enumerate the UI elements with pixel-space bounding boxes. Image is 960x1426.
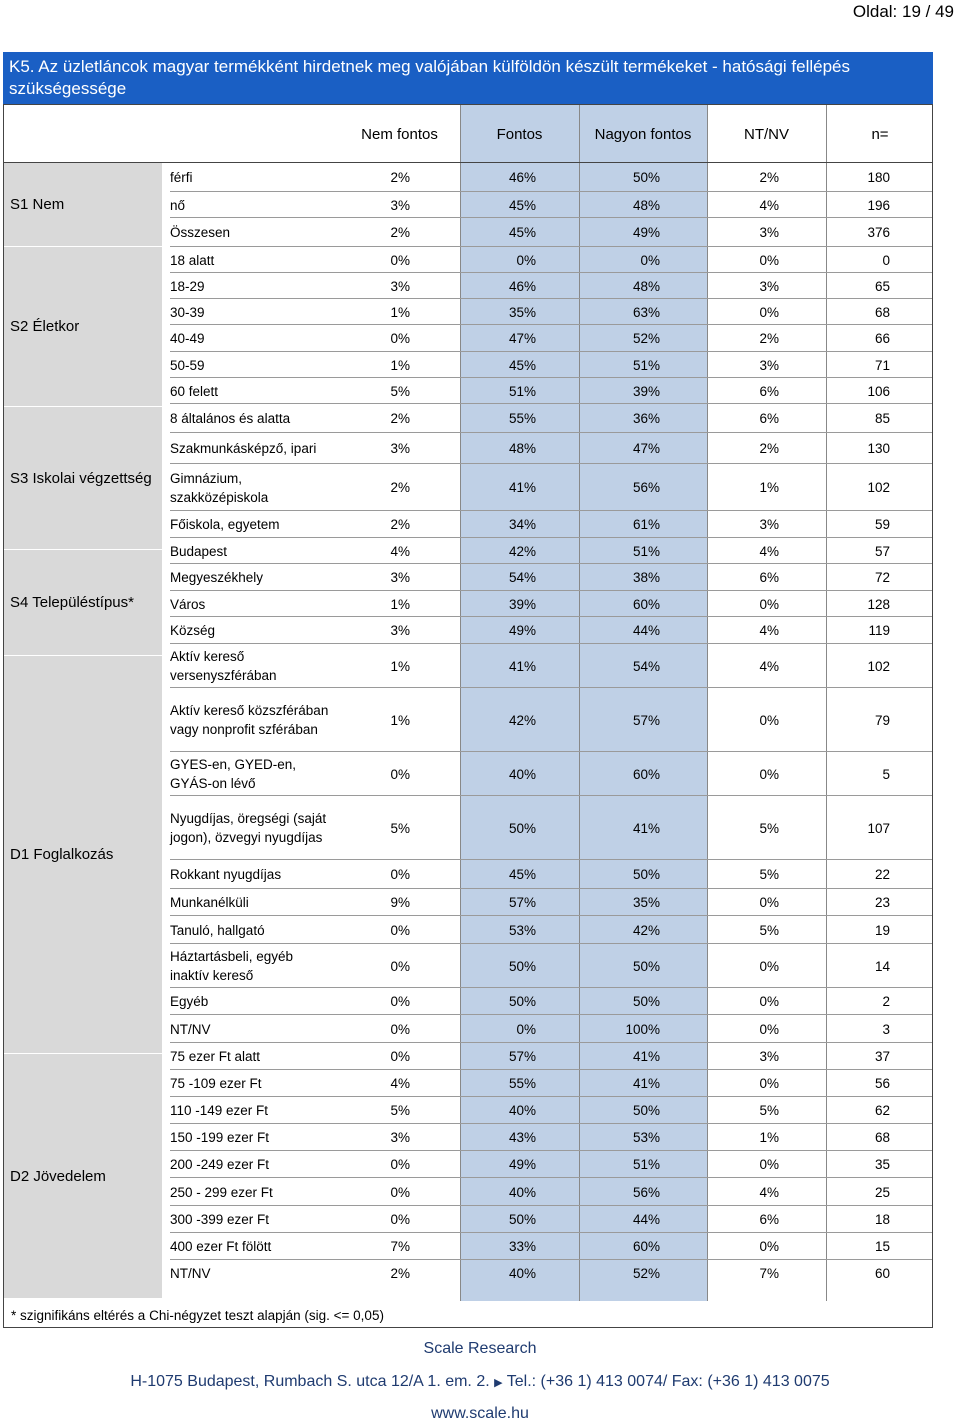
header-n: n= bbox=[871, 125, 889, 143]
cell-value: 9% bbox=[390, 895, 410, 910]
cell-value: 180 bbox=[867, 170, 890, 185]
cell-value: 57% bbox=[508, 1049, 536, 1064]
row-label: 50-59 bbox=[170, 357, 205, 373]
cell-value: 56 bbox=[874, 1076, 890, 1091]
table-row bbox=[170, 1151, 932, 1178]
table-row bbox=[170, 378, 932, 404]
table-row bbox=[170, 1124, 932, 1151]
cell-value: 3% bbox=[390, 441, 410, 456]
cell-value: 0% bbox=[390, 1049, 410, 1064]
table-row bbox=[170, 617, 932, 644]
cell-value: 50% bbox=[508, 994, 536, 1009]
row-label: nő bbox=[170, 197, 186, 213]
header-nagyon-fontos: Nagyon fontos bbox=[594, 125, 692, 143]
row-label: 30-39 bbox=[170, 304, 205, 320]
cell-value: 50% bbox=[508, 1212, 536, 1227]
table-row bbox=[170, 1070, 932, 1097]
cell-value: 45% bbox=[508, 225, 536, 240]
cell-value: 50% bbox=[508, 820, 536, 836]
cell-value: 22 bbox=[874, 867, 890, 882]
cell-value: 19 bbox=[874, 922, 890, 938]
row-label: Város bbox=[170, 596, 206, 612]
cell-value: 50% bbox=[632, 867, 660, 882]
cell-value: 0% bbox=[390, 1212, 410, 1227]
table-row bbox=[170, 299, 932, 325]
cell-value: 0% bbox=[390, 252, 410, 268]
cell-value: 44% bbox=[632, 623, 660, 638]
cell-value: 50% bbox=[632, 1103, 660, 1118]
cell-value: 1% bbox=[390, 658, 410, 674]
cell-value: 68 bbox=[874, 304, 890, 320]
cell-value: 56% bbox=[632, 1184, 660, 1200]
cell-value: 34% bbox=[508, 517, 536, 532]
cell-value: 3% bbox=[390, 1130, 410, 1145]
row-label: Összesen bbox=[170, 225, 231, 240]
row-label: 110 -149 ezer Ft bbox=[170, 1103, 269, 1118]
cell-value: 42% bbox=[508, 543, 536, 559]
row-label: Megyeszékhely bbox=[170, 570, 264, 585]
cell-value: 3% bbox=[390, 623, 410, 638]
cell-value: 3% bbox=[390, 197, 410, 213]
cell-value: 3% bbox=[759, 225, 779, 240]
cell-value: 7% bbox=[390, 1239, 410, 1254]
cell-value: 5 bbox=[882, 766, 890, 782]
cell-value: 71 bbox=[874, 357, 890, 373]
cell-value: 23 bbox=[874, 895, 890, 910]
cell-value: 59 bbox=[874, 517, 890, 532]
row-label: 18 alatt bbox=[170, 252, 215, 268]
table-row bbox=[170, 352, 932, 378]
row-label: Budapest bbox=[170, 543, 228, 559]
cell-value: 41% bbox=[508, 480, 536, 495]
cell-value: 15 bbox=[874, 1239, 890, 1254]
cell-value: 0% bbox=[759, 1021, 779, 1037]
cell-value: 4% bbox=[759, 658, 779, 674]
row-label: 8 általános és alatta bbox=[170, 411, 291, 426]
cell-value: 68 bbox=[874, 1130, 890, 1145]
cell-value: 2% bbox=[759, 170, 779, 185]
cell-value: 57 bbox=[874, 543, 890, 559]
table-row bbox=[170, 1260, 932, 1286]
cell-value: 6% bbox=[759, 1212, 779, 1227]
row-label: 75 ezer Ft alatt bbox=[170, 1049, 261, 1064]
cell-value: 0% bbox=[516, 1021, 536, 1037]
table-row bbox=[170, 273, 932, 299]
row-label: NT/NV bbox=[170, 1265, 211, 1281]
cell-value: 1% bbox=[759, 1130, 779, 1145]
cell-value: 2% bbox=[390, 1265, 410, 1281]
table-row bbox=[170, 1178, 932, 1206]
cell-value: 5% bbox=[759, 867, 779, 882]
cell-value: 3% bbox=[390, 570, 410, 585]
cell-value: 0% bbox=[640, 252, 660, 268]
cell-value: 4% bbox=[759, 623, 779, 638]
cell-value: 0% bbox=[759, 1239, 779, 1254]
cell-value: 2% bbox=[390, 517, 410, 532]
cell-value: 65 bbox=[874, 278, 890, 294]
cell-value: 44% bbox=[632, 1212, 660, 1227]
cell-value: 40% bbox=[508, 766, 536, 782]
cell-value: 3% bbox=[759, 517, 779, 532]
table-row bbox=[170, 192, 932, 218]
cell-value: 4% bbox=[390, 543, 410, 559]
cell-value: 46% bbox=[508, 170, 536, 185]
footer-address-text: H-1075 Budapest, Rumbach S. utca 12/A 1. em. 2. bbox=[130, 1373, 490, 1390]
cell-value: 2% bbox=[759, 441, 779, 456]
cell-value: 42% bbox=[508, 712, 536, 728]
cell-value: 55% bbox=[508, 411, 536, 426]
row-label: Főiskola, egyetem bbox=[170, 517, 280, 532]
cell-value: 5% bbox=[759, 922, 779, 938]
row-label: 40-49 bbox=[170, 331, 205, 346]
table-row bbox=[170, 1206, 932, 1233]
cell-value: 38% bbox=[632, 570, 660, 585]
cell-value: 0% bbox=[516, 252, 536, 268]
cell-value: 48% bbox=[632, 197, 660, 213]
table-row bbox=[170, 752, 932, 796]
cell-value: 52% bbox=[632, 331, 660, 346]
cell-value: 100% bbox=[625, 1021, 660, 1037]
cell-value: 7% bbox=[759, 1265, 779, 1281]
table-row bbox=[170, 404, 932, 433]
table-row bbox=[170, 163, 932, 192]
arrow-right-icon: ▶ bbox=[494, 1377, 503, 1389]
cell-value: 60% bbox=[632, 766, 660, 782]
cell-value: 50% bbox=[508, 958, 536, 974]
cell-value: 51% bbox=[632, 543, 660, 559]
cell-value: 47% bbox=[508, 331, 536, 346]
row-label: 300 -399 ezer Ft bbox=[170, 1212, 270, 1227]
cell-value: 56% bbox=[632, 480, 660, 495]
table-row bbox=[170, 591, 932, 617]
table-row bbox=[170, 796, 932, 860]
cell-value: 4% bbox=[759, 1184, 779, 1200]
table-row bbox=[170, 644, 932, 688]
cell-value: 40% bbox=[508, 1103, 536, 1118]
cell-value: 57% bbox=[632, 712, 660, 728]
table-row bbox=[170, 988, 932, 1015]
cell-value: 3% bbox=[759, 278, 779, 294]
cell-value: 41% bbox=[632, 820, 660, 836]
cell-value: 55% bbox=[508, 1076, 536, 1091]
cell-value: 43% bbox=[508, 1130, 536, 1145]
data-table bbox=[3, 104, 933, 1328]
cell-value: 6% bbox=[759, 383, 779, 399]
cell-value: 102 bbox=[867, 480, 890, 495]
row-label: Nyugdíjas, öregségi (saját jogon), özvegyi nyugdíjas bbox=[170, 811, 327, 845]
cell-value: 4% bbox=[759, 197, 779, 213]
header-fontos: Fontos bbox=[496, 125, 543, 143]
group-s4-telepulestipus: S4 Településtípus* bbox=[4, 550, 162, 656]
cell-value: 3 bbox=[882, 1021, 890, 1037]
cell-value: 0% bbox=[390, 958, 410, 974]
cell-value: 36% bbox=[632, 411, 660, 426]
cell-value: 48% bbox=[508, 441, 536, 456]
cell-value: 2 bbox=[882, 994, 890, 1009]
cell-value: 3% bbox=[759, 357, 779, 373]
cell-value: 0% bbox=[759, 596, 779, 612]
row-label: Aktív kereső közszférában vagy nonprofit szférában bbox=[170, 703, 329, 737]
cell-value: 51% bbox=[632, 1157, 660, 1172]
cell-value: 57% bbox=[508, 895, 536, 910]
cell-value: 0% bbox=[759, 712, 779, 728]
cell-value: 54% bbox=[508, 570, 536, 585]
cell-value: 0 bbox=[882, 252, 890, 268]
cell-value: 49% bbox=[508, 1157, 536, 1172]
cell-value: 35% bbox=[508, 304, 536, 320]
cell-value: 35 bbox=[874, 1157, 890, 1172]
cell-value: 1% bbox=[390, 304, 410, 320]
cell-value: 37 bbox=[874, 1049, 890, 1064]
cell-value: 50% bbox=[632, 994, 660, 1009]
footer-address bbox=[0, 1373, 960, 1391]
cell-value: 0% bbox=[390, 922, 410, 938]
cell-value: 0% bbox=[759, 766, 779, 782]
cell-value: 62 bbox=[874, 1103, 890, 1118]
row-label: 60 felett bbox=[170, 383, 219, 399]
table-row bbox=[170, 688, 932, 752]
cell-value: 50% bbox=[632, 170, 660, 185]
cell-value: 45% bbox=[508, 197, 536, 213]
cell-value: 41% bbox=[508, 658, 536, 674]
row-label: 150 -199 ezer Ft bbox=[170, 1130, 270, 1145]
cell-value: 106 bbox=[867, 383, 890, 399]
row-label: 75 -109 ezer Ft bbox=[170, 1076, 262, 1091]
cell-value: 119 bbox=[868, 623, 890, 638]
cell-value: 6% bbox=[759, 411, 779, 426]
cell-value: 4% bbox=[759, 543, 779, 559]
cell-value: 0% bbox=[390, 331, 410, 346]
cell-value: 49% bbox=[632, 225, 660, 240]
cell-value: 42% bbox=[632, 922, 660, 938]
table-row bbox=[170, 889, 932, 916]
cell-value: 41% bbox=[632, 1076, 660, 1091]
table-row bbox=[170, 218, 932, 247]
cell-value: 66 bbox=[874, 331, 890, 346]
group-s1-nem: S1 Nem bbox=[4, 163, 162, 247]
cell-value: 107 bbox=[867, 820, 890, 836]
row-label: Egyéb bbox=[170, 994, 209, 1009]
row-label: 250 - 299 ezer Ft bbox=[170, 1184, 273, 1200]
cell-value: 0% bbox=[390, 1157, 410, 1172]
cell-value: 0% bbox=[390, 867, 410, 882]
cell-value: 39% bbox=[632, 383, 660, 399]
cell-value: 51% bbox=[508, 383, 536, 399]
cell-value: 196 bbox=[867, 197, 890, 213]
cell-value: 49% bbox=[508, 623, 536, 638]
cell-value: 5% bbox=[390, 1103, 410, 1118]
cell-value: 45% bbox=[508, 357, 536, 373]
cell-value: 130 bbox=[867, 441, 890, 456]
cell-value: 1% bbox=[390, 357, 410, 373]
cell-value: 54% bbox=[632, 658, 660, 674]
cell-value: 60% bbox=[632, 1239, 660, 1254]
cell-value: 0% bbox=[759, 252, 779, 268]
header-nt-nv: NT/NV bbox=[744, 125, 789, 143]
table-row bbox=[170, 1233, 932, 1260]
row-label: GYES-en, GYED-en, GYÁS-on lévő bbox=[170, 757, 297, 791]
cell-value: 51% bbox=[632, 357, 660, 373]
table-row bbox=[170, 325, 932, 352]
cell-value: 1% bbox=[390, 712, 410, 728]
footer-brand: Scale Research bbox=[423, 1340, 537, 1357]
table-row bbox=[170, 564, 932, 591]
cell-value: 46% bbox=[508, 278, 536, 294]
row-label: NT/NV bbox=[170, 1021, 211, 1037]
row-label: férfi bbox=[170, 170, 193, 185]
cell-value: 102 bbox=[867, 658, 890, 674]
cell-value: 47% bbox=[632, 441, 660, 456]
cell-value: 0% bbox=[759, 895, 779, 910]
cell-value: 1% bbox=[759, 480, 779, 495]
page-number: Oldal: 19 / 49 bbox=[852, 2, 954, 21]
cell-value: 40% bbox=[508, 1265, 536, 1281]
cell-value: 52% bbox=[632, 1265, 660, 1281]
cell-value: 0% bbox=[390, 1021, 410, 1037]
group-d2-jovedelem: D2 Jövedelem bbox=[4, 1054, 162, 1299]
table-title: K5. Az üzletláncok magyar termékként hirdetnek meg valójában külföldön készült termékeket - hatósági fellépés szükségessége bbox=[3, 52, 933, 104]
row-label: Gimnázium, szakközépiskola bbox=[170, 470, 269, 505]
row-label: 18-29 bbox=[170, 278, 205, 294]
row-label: 200 -249 ezer Ft bbox=[170, 1157, 270, 1172]
cell-value: 2% bbox=[390, 225, 410, 240]
cell-value: 60% bbox=[632, 596, 660, 612]
cell-value: 53% bbox=[632, 1130, 660, 1145]
table-row bbox=[170, 538, 932, 564]
cell-value: 5% bbox=[390, 383, 410, 399]
cell-value: 4% bbox=[390, 1076, 410, 1091]
table-row bbox=[170, 916, 932, 944]
cell-value: 39% bbox=[508, 596, 536, 612]
table-row bbox=[170, 1015, 932, 1043]
row-label: Szakmunkásképző, ipari bbox=[170, 441, 317, 456]
cell-value: 85 bbox=[874, 411, 890, 426]
cell-value: 0% bbox=[390, 1184, 410, 1200]
cell-value: 41% bbox=[632, 1049, 660, 1064]
footer-website-link[interactable]: www.scale.hu bbox=[431, 1405, 529, 1422]
row-label: Község bbox=[170, 623, 216, 638]
cell-value: 2% bbox=[759, 331, 779, 346]
row-label: Tanuló, hallgató bbox=[170, 922, 265, 938]
group-s3-iskolai-vegzettseg: S3 Iskolai végzettség bbox=[4, 407, 162, 550]
cell-value: 1% bbox=[390, 596, 410, 612]
cell-value: 5% bbox=[390, 820, 410, 836]
cell-value: 2% bbox=[390, 170, 410, 185]
cell-value: 35% bbox=[632, 895, 660, 910]
cell-value: 25 bbox=[874, 1184, 890, 1200]
table-row bbox=[170, 1097, 932, 1124]
table-row bbox=[170, 944, 932, 988]
cell-value: 45% bbox=[508, 867, 536, 882]
footnote: * szignifikáns eltérés a Chi-négyzet teszt alapján (sig. <= 0,05) bbox=[11, 1308, 384, 1323]
row-label: 400 ezer Ft fölött bbox=[170, 1239, 272, 1254]
cell-value: 18 bbox=[874, 1212, 890, 1227]
cell-value: 60 bbox=[874, 1265, 890, 1281]
cell-value: 63% bbox=[632, 304, 660, 320]
cell-value: 0% bbox=[759, 994, 779, 1009]
row-label: Rokkant nyugdíjas bbox=[170, 867, 282, 882]
cell-value: 0% bbox=[759, 304, 779, 320]
cell-value: 0% bbox=[759, 1076, 779, 1091]
header-nem-fontos: Nem fontos bbox=[361, 125, 438, 143]
cell-value: 33% bbox=[508, 1239, 536, 1254]
cell-value: 50% bbox=[632, 958, 660, 974]
cell-value: 3% bbox=[759, 1049, 779, 1064]
cell-value: 5% bbox=[759, 1103, 779, 1118]
cell-value: 53% bbox=[508, 922, 536, 938]
table-row bbox=[170, 464, 932, 511]
cell-value: 6% bbox=[759, 570, 779, 585]
cell-value: 72 bbox=[874, 570, 890, 585]
cell-value: 376 bbox=[867, 225, 890, 240]
cell-value: 14 bbox=[874, 958, 890, 974]
cell-value: 0% bbox=[759, 958, 779, 974]
table-row bbox=[170, 1043, 932, 1070]
group-d1-foglalkozas: D1 Foglalkozás bbox=[4, 656, 162, 1054]
table-row bbox=[170, 433, 932, 464]
cell-value: 0% bbox=[390, 766, 410, 782]
cell-value: 5% bbox=[759, 820, 779, 836]
cell-value: 2% bbox=[390, 480, 410, 495]
cell-value: 61% bbox=[632, 517, 660, 532]
cell-value: 2% bbox=[390, 411, 410, 426]
cell-value: 3% bbox=[390, 278, 410, 294]
table-row bbox=[170, 247, 932, 273]
cell-value: 128 bbox=[867, 596, 890, 612]
table-row bbox=[170, 511, 932, 538]
cell-value: 0% bbox=[759, 1157, 779, 1172]
cell-value: 79 bbox=[874, 712, 890, 728]
cell-value: 40% bbox=[508, 1184, 536, 1200]
row-label: Háztartásbeli, egyéb inaktív kereső bbox=[170, 949, 294, 983]
footer-contact-text: Tel.: (+36 1) 413 0074/ Fax: (+36 1) 413 0075 bbox=[506, 1373, 830, 1390]
row-label: Munkanélküli bbox=[170, 895, 249, 910]
cell-value: 48% bbox=[632, 278, 660, 294]
cell-value: 0% bbox=[390, 994, 410, 1009]
group-s2-eletkor: S2 Életkor bbox=[4, 247, 162, 407]
row-label: Aktív kereső versenyszférában bbox=[170, 649, 277, 683]
table-row bbox=[170, 860, 932, 889]
